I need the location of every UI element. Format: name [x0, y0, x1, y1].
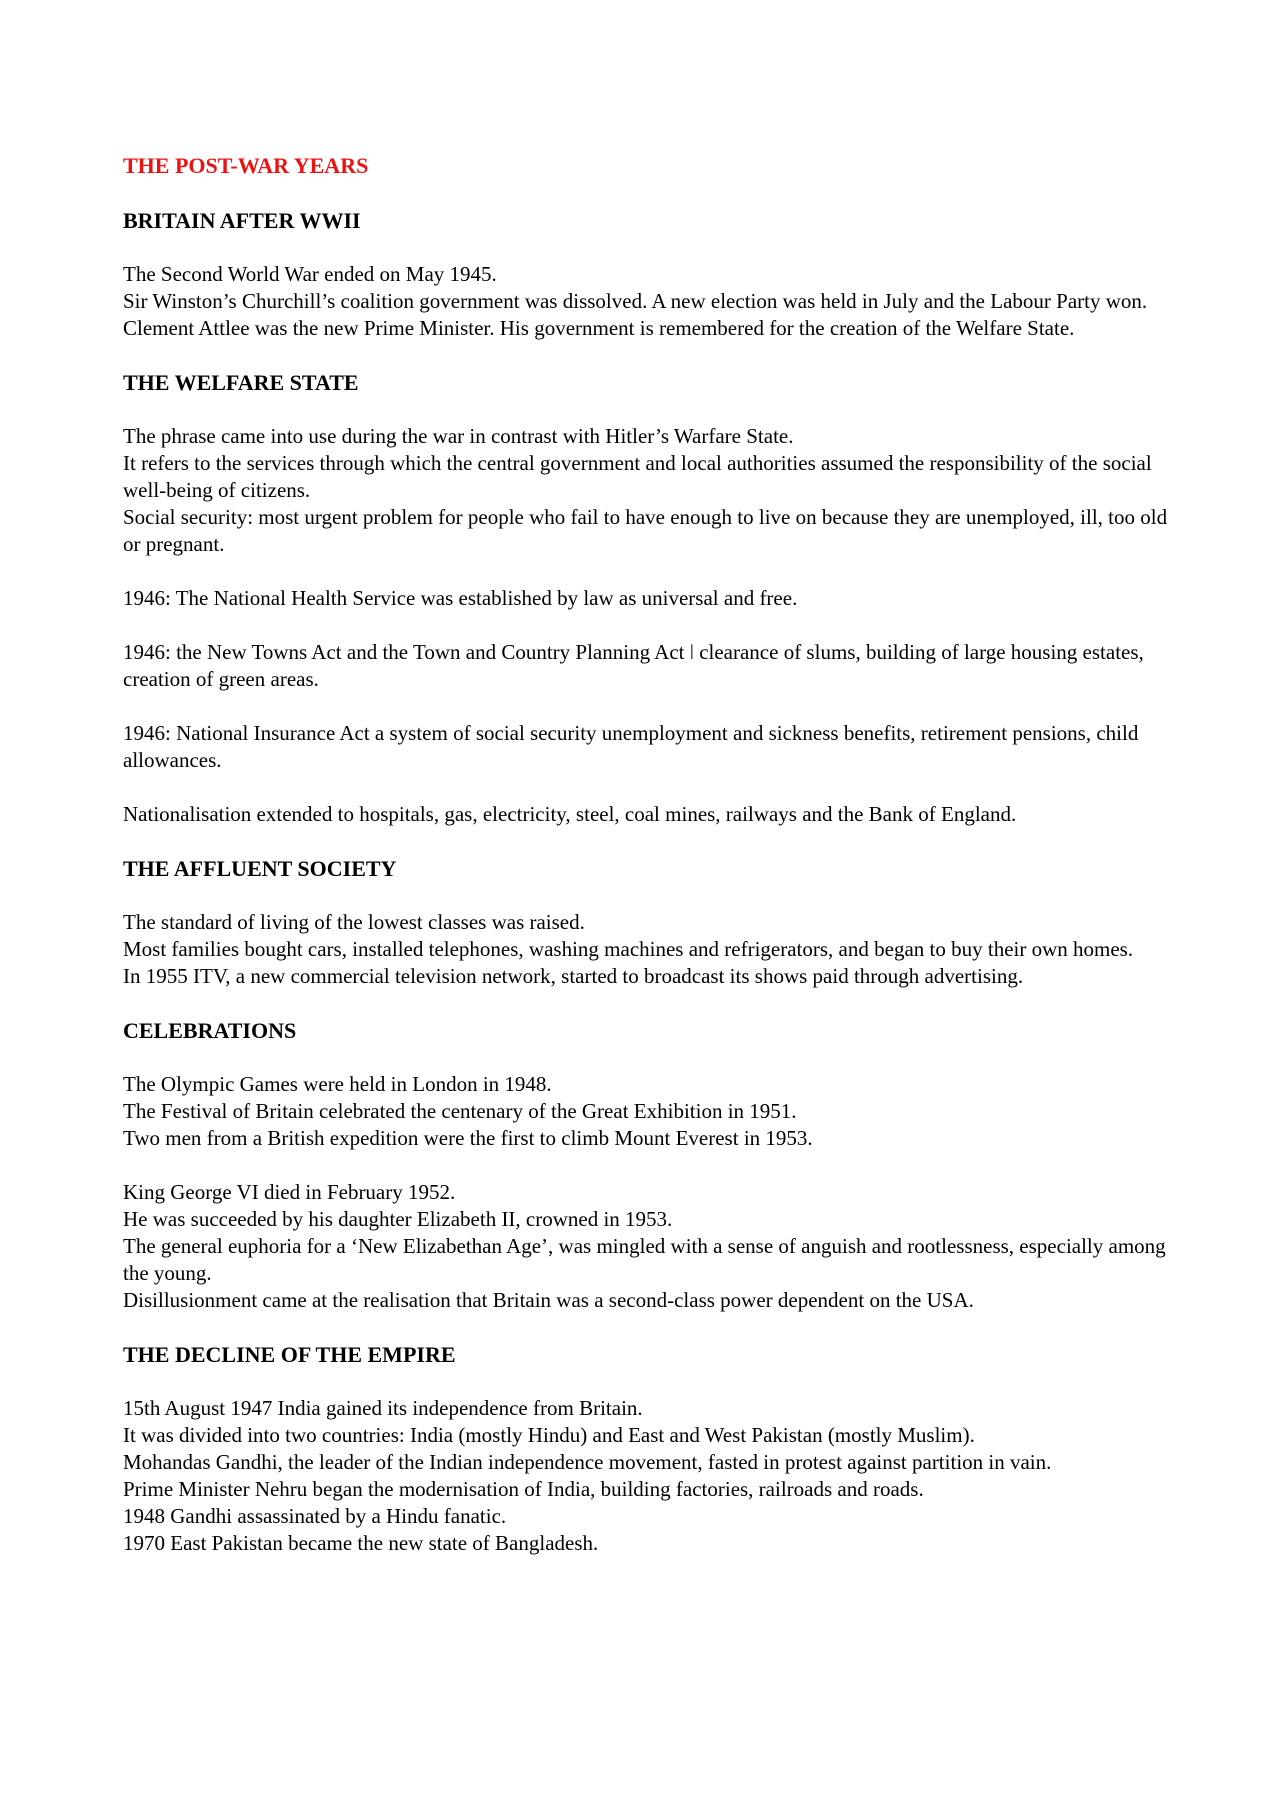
- section-welfare-state: [123, 369, 1173, 855]
- paragraph: The standard of living of the lowest classes was raised.: [123, 910, 585, 934]
- paragraph: 1970 East Pakistan became the new state of Bangladesh.: [123, 1531, 599, 1555]
- paragraph: The Olympic Games were held in London in 1948.: [123, 1072, 552, 1096]
- paragraph: It was divided into two countries: India (mostly Hindu) and East and West Pakistan (mostly Muslim).: [123, 1423, 975, 1447]
- paragraph: 1946: the New Towns Act and the Town and Country Planning Act ǀ clearance of slums, building of large housing estates, creation of green areas.: [123, 640, 1144, 691]
- section-britain-after-wwii: [123, 207, 1173, 369]
- paragraph: In 1955 ITV, a new commercial television network, started to broadcast its shows paid through advertising.: [123, 964, 1024, 988]
- paragraph: Prime Minister Nehru began the modernisation of India, building factories, railroads and roads.: [123, 1477, 924, 1501]
- paragraph: King George VI died in February 1952.: [123, 1180, 456, 1204]
- paragraph: It refers to the services through which the central government and local authorities assumed the responsibility of the social well-being of citizens.: [123, 451, 1152, 502]
- paragraph: Sir Winston’s Churchill’s coalition government was dissolved. A new election was held in July and the Labour Party won. Clement Attlee was the new Prime Minister. His government is remembered for the creation of the Welfare State.: [123, 289, 1148, 340]
- section-heading: THE AFFLUENT SOCIETY: [123, 856, 397, 881]
- paragraph: 15th August 1947 India gained its independence from Britain.: [123, 1396, 643, 1420]
- document-title: THE POST-WAR YEARS: [123, 153, 369, 178]
- paragraph: 1948 Gandhi assassinated by a Hindu fanatic.: [123, 1504, 507, 1528]
- section-celebrations: [123, 1017, 1173, 1341]
- paragraph: The Festival of Britain celebrated the centenary of the Great Exhibition in 1951.: [123, 1099, 797, 1123]
- paragraph: 1946: National Insurance Act a system of social security unemployment and sickness benefits, retirement pensions, child allowances.: [123, 721, 1139, 772]
- paragraph: Most families bought cars, installed telephones, washing machines and refrigerators, and began to buy their own homes.: [123, 937, 1134, 961]
- paragraph: Social security: most urgent problem for people who fail to have enough to live on because they are unemployed, ill, too old or pregnant.: [123, 505, 1168, 556]
- paragraph: 1946: The National Health Service was established by law as universal and free.: [123, 586, 798, 610]
- paragraph: Mohandas Gandhi, the leader of the Indian independence movement, fasted in protest against partition in vain.: [123, 1450, 1052, 1474]
- paragraph: Two men from a British expedition were the first to climb Mount Everest in 1953.: [123, 1126, 813, 1150]
- section-heading: BRITAIN AFTER WWII: [123, 208, 361, 233]
- section-decline-of-empire: [123, 1341, 1173, 1557]
- paragraph: He was succeeded by his daughter Elizabeth II, crowned in 1953.: [123, 1207, 673, 1231]
- paragraph: Disillusionment came at the realisation that Britain was a second-class power dependent on the USA.: [123, 1288, 974, 1312]
- paragraph: Nationalisation extended to hospitals, gas, electricity, steel, coal mines, railways and the Bank of England.: [123, 802, 1017, 826]
- section-affluent-society: [123, 855, 1173, 1017]
- document-page: [123, 152, 1173, 1557]
- paragraph: The general euphoria for a ‘New Elizabethan Age’, was mingled with a sense of anguish and rootlessness, especially among the young.: [123, 1234, 1166, 1285]
- section-heading: CELEBRATIONS: [123, 1018, 297, 1043]
- paragraph: The phrase came into use during the war in contrast with Hitler’s Warfare State.: [123, 424, 794, 448]
- section-heading: THE DECLINE OF THE EMPIRE: [123, 1342, 456, 1367]
- paragraph: The Second World War ended on May 1945.: [123, 262, 497, 286]
- section-heading: THE WELFARE STATE: [123, 370, 359, 395]
